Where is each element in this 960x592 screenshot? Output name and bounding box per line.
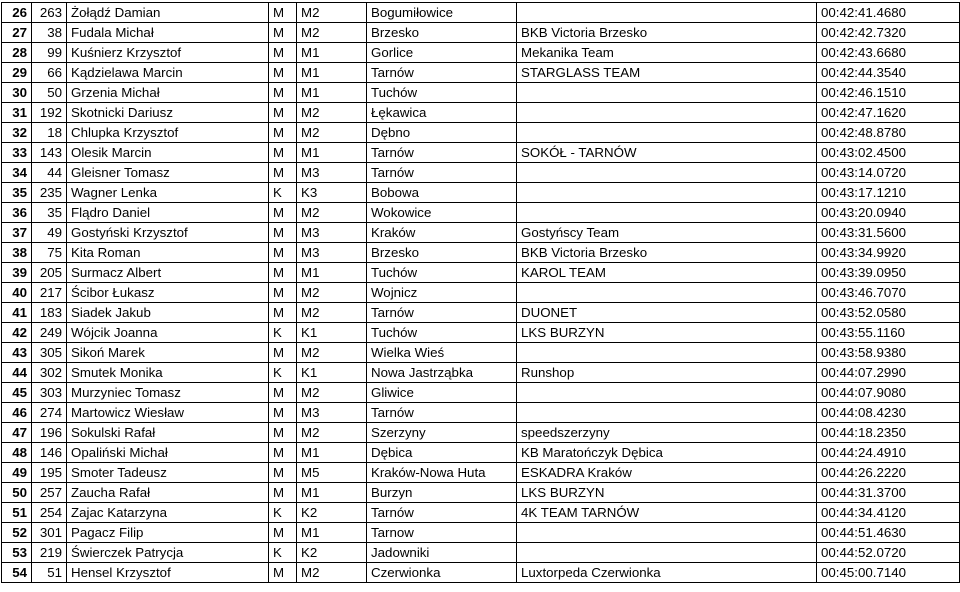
results-table — [1, 2, 960, 583]
table-row — [2, 523, 960, 543]
runner-name-cell: Zajac Katarzyna — [67, 503, 269, 523]
runner-name-cell: Fudala Michał — [67, 23, 269, 43]
bib-number-cell: 235 — [32, 183, 67, 203]
finish-time-cell: 00:44:07.9080 — [817, 383, 960, 403]
sex-cell: M — [269, 383, 297, 403]
city-cell: Wokowice — [367, 203, 517, 223]
table-row — [2, 543, 960, 563]
place-cell: 31 — [2, 103, 32, 123]
sex-cell: M — [269, 143, 297, 163]
bib-number-cell: 192 — [32, 103, 67, 123]
table-row — [2, 303, 960, 323]
table-row — [2, 203, 960, 223]
finish-time-cell: 00:43:20.0940 — [817, 203, 960, 223]
finish-time-cell: 00:44:24.4910 — [817, 443, 960, 463]
place-cell: 49 — [2, 463, 32, 483]
sex-cell: M — [269, 263, 297, 283]
table-row — [2, 103, 960, 123]
category-cell: M1 — [297, 83, 367, 103]
finish-time-cell: 00:44:07.2990 — [817, 363, 960, 383]
team-cell: KB Maratończyk Dębica — [517, 443, 817, 463]
place-cell: 26 — [2, 3, 32, 23]
city-cell: Nowa Jastrząbka — [367, 363, 517, 383]
team-cell: LKS BURZYN — [517, 323, 817, 343]
runner-name-cell: Gleisner Tomasz — [67, 163, 269, 183]
sex-cell: M — [269, 103, 297, 123]
category-cell: M2 — [297, 423, 367, 443]
finish-time-cell: 00:44:51.4630 — [817, 523, 960, 543]
place-cell: 34 — [2, 163, 32, 183]
city-cell: Tuchów — [367, 263, 517, 283]
team-cell: BKB Victoria Brzesko — [517, 243, 817, 263]
sex-cell: K — [269, 363, 297, 383]
runner-name-cell: Smutek Monika — [67, 363, 269, 383]
team-cell: DUONET — [517, 303, 817, 323]
bib-number-cell: 219 — [32, 543, 67, 563]
table-row — [2, 283, 960, 303]
category-cell: M1 — [297, 263, 367, 283]
table-row — [2, 183, 960, 203]
place-cell: 28 — [2, 43, 32, 63]
city-cell: Tarnów — [367, 303, 517, 323]
runner-name-cell: Flądro Daniel — [67, 203, 269, 223]
team-cell: Gostyńscy Team — [517, 223, 817, 243]
team-cell: BKB Victoria Brzesko — [517, 23, 817, 43]
sex-cell: M — [269, 463, 297, 483]
place-cell: 27 — [2, 23, 32, 43]
runner-name-cell: Siadek Jakub — [67, 303, 269, 323]
finish-time-cell: 00:44:18.2350 — [817, 423, 960, 443]
team-cell — [517, 203, 817, 223]
place-cell: 29 — [2, 63, 32, 83]
table-row — [2, 403, 960, 423]
sex-cell: M — [269, 443, 297, 463]
city-cell: Gorlice — [367, 43, 517, 63]
finish-time-cell: 00:42:44.3540 — [817, 63, 960, 83]
city-cell: Szerzyny — [367, 423, 517, 443]
finish-time-cell: 00:42:47.1620 — [817, 103, 960, 123]
team-cell — [517, 123, 817, 143]
team-cell: SOKÓŁ - TARNÓW — [517, 143, 817, 163]
sex-cell: M — [269, 343, 297, 363]
finish-time-cell: 00:44:34.4120 — [817, 503, 960, 523]
city-cell: Tarnów — [367, 403, 517, 423]
finish-time-cell: 00:44:31.3700 — [817, 483, 960, 503]
city-cell: Kraków-Nowa Huta — [367, 463, 517, 483]
place-cell: 45 — [2, 383, 32, 403]
table-row — [2, 123, 960, 143]
category-cell: M1 — [297, 143, 367, 163]
bib-number-cell: 146 — [32, 443, 67, 463]
finish-time-cell: 00:44:26.2220 — [817, 463, 960, 483]
city-cell: Tarnów — [367, 63, 517, 83]
city-cell: Tuchów — [367, 83, 517, 103]
bib-number-cell: 301 — [32, 523, 67, 543]
table-row — [2, 223, 960, 243]
place-cell: 53 — [2, 543, 32, 563]
table-row — [2, 163, 960, 183]
runner-name-cell: Gostyński Krzysztof — [67, 223, 269, 243]
sex-cell: M — [269, 523, 297, 543]
bib-number-cell: 257 — [32, 483, 67, 503]
table-row — [2, 63, 960, 83]
table-row — [2, 483, 960, 503]
finish-time-cell: 00:44:08.4230 — [817, 403, 960, 423]
team-cell — [517, 3, 817, 23]
finish-time-cell: 00:43:14.0720 — [817, 163, 960, 183]
team-cell — [517, 163, 817, 183]
city-cell: Tarnów — [367, 143, 517, 163]
bib-number-cell: 51 — [32, 563, 67, 583]
category-cell: M5 — [297, 463, 367, 483]
team-cell: Mekanika Team — [517, 43, 817, 63]
city-cell: Brzesko — [367, 243, 517, 263]
table-row — [2, 503, 960, 523]
team-cell — [517, 103, 817, 123]
category-cell: M2 — [297, 123, 367, 143]
runner-name-cell: Żołądź Damian — [67, 3, 269, 23]
runner-name-cell: Kita Roman — [67, 243, 269, 263]
team-cell — [517, 543, 817, 563]
sex-cell: M — [269, 423, 297, 443]
bib-number-cell: 38 — [32, 23, 67, 43]
place-cell: 38 — [2, 243, 32, 263]
bib-number-cell: 195 — [32, 463, 67, 483]
team-cell: LKS BURZYN — [517, 483, 817, 503]
category-cell: M1 — [297, 43, 367, 63]
finish-time-cell: 00:42:41.4680 — [817, 3, 960, 23]
bib-number-cell: 66 — [32, 63, 67, 83]
category-cell: M2 — [297, 203, 367, 223]
sex-cell: M — [269, 563, 297, 583]
runner-name-cell: Chlupka Krzysztof — [67, 123, 269, 143]
finish-time-cell: 00:42:48.8780 — [817, 123, 960, 143]
place-cell: 46 — [2, 403, 32, 423]
category-cell: M2 — [297, 23, 367, 43]
bib-number-cell: 75 — [32, 243, 67, 263]
team-cell: Runshop — [517, 363, 817, 383]
runner-name-cell: Grzenia Michał — [67, 83, 269, 103]
team-cell: speedszerzyny — [517, 423, 817, 443]
runner-name-cell: Ścibor Łukasz — [67, 283, 269, 303]
team-cell: 4K TEAM TARNÓW — [517, 503, 817, 523]
team-cell — [517, 523, 817, 543]
sex-cell: M — [269, 163, 297, 183]
category-cell: M3 — [297, 223, 367, 243]
table-row — [2, 323, 960, 343]
sex-cell: M — [269, 283, 297, 303]
team-cell: Luxtorpeda Czerwionka — [517, 563, 817, 583]
finish-time-cell: 00:43:52.0580 — [817, 303, 960, 323]
table-row — [2, 263, 960, 283]
category-cell: M1 — [297, 523, 367, 543]
city-cell: Wojnicz — [367, 283, 517, 303]
sex-cell: M — [269, 123, 297, 143]
runner-name-cell: Martowicz Wiesław — [67, 403, 269, 423]
bib-number-cell: 205 — [32, 263, 67, 283]
place-cell: 50 — [2, 483, 32, 503]
place-cell: 47 — [2, 423, 32, 443]
sex-cell: M — [269, 63, 297, 83]
bib-number-cell: 274 — [32, 403, 67, 423]
city-cell: Tarnów — [367, 163, 517, 183]
place-cell: 36 — [2, 203, 32, 223]
city-cell: Tarnow — [367, 523, 517, 543]
table-row — [2, 3, 960, 23]
runner-name-cell: Smoter Tadeusz — [67, 463, 269, 483]
team-cell — [517, 83, 817, 103]
team-cell — [517, 183, 817, 203]
sex-cell: M — [269, 203, 297, 223]
category-cell: M2 — [297, 343, 367, 363]
place-cell: 35 — [2, 183, 32, 203]
category-cell: M2 — [297, 563, 367, 583]
table-row — [2, 83, 960, 103]
bib-number-cell: 143 — [32, 143, 67, 163]
table-row — [2, 443, 960, 463]
place-cell: 51 — [2, 503, 32, 523]
runner-name-cell: Skotnicki Dariusz — [67, 103, 269, 123]
place-cell: 54 — [2, 563, 32, 583]
results-body — [2, 3, 960, 583]
city-cell: Burzyn — [367, 483, 517, 503]
sex-cell: M — [269, 43, 297, 63]
category-cell: M1 — [297, 483, 367, 503]
finish-time-cell: 00:42:46.1510 — [817, 83, 960, 103]
city-cell: Brzesko — [367, 23, 517, 43]
finish-time-cell: 00:43:31.5600 — [817, 223, 960, 243]
bib-number-cell: 183 — [32, 303, 67, 323]
runner-name-cell: Kądzielawa Marcin — [67, 63, 269, 83]
finish-time-cell: 00:42:42.7320 — [817, 23, 960, 43]
sex-cell: K — [269, 323, 297, 343]
place-cell: 32 — [2, 123, 32, 143]
sex-cell: M — [269, 3, 297, 23]
sex-cell: M — [269, 23, 297, 43]
bib-number-cell: 44 — [32, 163, 67, 183]
team-cell: ESKADRA Kraków — [517, 463, 817, 483]
runner-name-cell: Sikoń Marek — [67, 343, 269, 363]
category-cell: K1 — [297, 323, 367, 343]
sex-cell: K — [269, 543, 297, 563]
table-row — [2, 143, 960, 163]
place-cell: 52 — [2, 523, 32, 543]
place-cell: 42 — [2, 323, 32, 343]
table-row — [2, 563, 960, 583]
finish-time-cell: 00:44:52.0720 — [817, 543, 960, 563]
category-cell: M2 — [297, 3, 367, 23]
place-cell: 30 — [2, 83, 32, 103]
city-cell: Tuchów — [367, 323, 517, 343]
runner-name-cell: Hensel Krzysztof — [67, 563, 269, 583]
place-cell: 40 — [2, 283, 32, 303]
finish-time-cell: 00:43:55.1160 — [817, 323, 960, 343]
category-cell: K2 — [297, 503, 367, 523]
place-cell: 44 — [2, 363, 32, 383]
category-cell: M1 — [297, 443, 367, 463]
bib-number-cell: 217 — [32, 283, 67, 303]
table-row — [2, 43, 960, 63]
category-cell: M2 — [297, 383, 367, 403]
city-cell: Jadowniki — [367, 543, 517, 563]
category-cell: K1 — [297, 363, 367, 383]
bib-number-cell: 263 — [32, 3, 67, 23]
bib-number-cell: 18 — [32, 123, 67, 143]
category-cell: K2 — [297, 543, 367, 563]
runner-name-cell: Zaucha Rafał — [67, 483, 269, 503]
bib-number-cell: 303 — [32, 383, 67, 403]
city-cell: Bogumiłowice — [367, 3, 517, 23]
category-cell: M2 — [297, 283, 367, 303]
team-cell: STARGLASS TEAM — [517, 63, 817, 83]
place-cell: 48 — [2, 443, 32, 463]
runner-name-cell: Olesik Marcin — [67, 143, 269, 163]
runner-name-cell: Pagacz Filip — [67, 523, 269, 543]
finish-time-cell: 00:45:00.7140 — [817, 563, 960, 583]
finish-time-cell: 00:43:39.0950 — [817, 263, 960, 283]
finish-time-cell: 00:43:34.9920 — [817, 243, 960, 263]
category-cell: K3 — [297, 183, 367, 203]
table-row — [2, 243, 960, 263]
category-cell: M3 — [297, 403, 367, 423]
city-cell: Tarnów — [367, 503, 517, 523]
city-cell: Bobowa — [367, 183, 517, 203]
bib-number-cell: 196 — [32, 423, 67, 443]
city-cell: Kraków — [367, 223, 517, 243]
sex-cell: K — [269, 503, 297, 523]
place-cell: 43 — [2, 343, 32, 363]
bib-number-cell: 249 — [32, 323, 67, 343]
bib-number-cell: 254 — [32, 503, 67, 523]
runner-name-cell: Świerczek Patrycja — [67, 543, 269, 563]
finish-time-cell: 00:43:02.4500 — [817, 143, 960, 163]
bib-number-cell: 50 — [32, 83, 67, 103]
city-cell: Dębica — [367, 443, 517, 463]
bib-number-cell: 305 — [32, 343, 67, 363]
team-cell — [517, 383, 817, 403]
sex-cell: M — [269, 83, 297, 103]
bib-number-cell: 49 — [32, 223, 67, 243]
sex-cell: M — [269, 403, 297, 423]
team-cell — [517, 403, 817, 423]
finish-time-cell: 00:43:58.9380 — [817, 343, 960, 363]
place-cell: 39 — [2, 263, 32, 283]
runner-name-cell: Wagner Lenka — [67, 183, 269, 203]
sex-cell: M — [269, 243, 297, 263]
city-cell: Wielka Wieś — [367, 343, 517, 363]
runner-name-cell: Murzyniec Tomasz — [67, 383, 269, 403]
place-cell: 41 — [2, 303, 32, 323]
runner-name-cell: Surmacz Albert — [67, 263, 269, 283]
table-row — [2, 423, 960, 443]
bib-number-cell: 99 — [32, 43, 67, 63]
table-row — [2, 463, 960, 483]
place-cell: 33 — [2, 143, 32, 163]
city-cell: Czerwionka — [367, 563, 517, 583]
table-row — [2, 343, 960, 363]
category-cell: M3 — [297, 163, 367, 183]
category-cell: M1 — [297, 63, 367, 83]
table-row — [2, 23, 960, 43]
sex-cell: M — [269, 303, 297, 323]
team-cell: KAROL TEAM — [517, 263, 817, 283]
finish-time-cell: 00:43:46.7070 — [817, 283, 960, 303]
table-row — [2, 383, 960, 403]
bib-number-cell: 302 — [32, 363, 67, 383]
category-cell: M3 — [297, 243, 367, 263]
category-cell: M2 — [297, 103, 367, 123]
table-row — [2, 363, 960, 383]
runner-name-cell: Kuśnierz Krzysztof — [67, 43, 269, 63]
runner-name-cell: Sokulski Rafał — [67, 423, 269, 443]
finish-time-cell: 00:42:43.6680 — [817, 43, 960, 63]
runner-name-cell: Wójcik Joanna — [67, 323, 269, 343]
sex-cell: M — [269, 223, 297, 243]
city-cell: Gliwice — [367, 383, 517, 403]
sex-cell: M — [269, 483, 297, 503]
category-cell: M2 — [297, 303, 367, 323]
runner-name-cell: Opaliński Michał — [67, 443, 269, 463]
team-cell — [517, 283, 817, 303]
city-cell: Dębno — [367, 123, 517, 143]
team-cell — [517, 343, 817, 363]
finish-time-cell: 00:43:17.1210 — [817, 183, 960, 203]
place-cell: 37 — [2, 223, 32, 243]
city-cell: Łękawica — [367, 103, 517, 123]
sex-cell: K — [269, 183, 297, 203]
bib-number-cell: 35 — [32, 203, 67, 223]
